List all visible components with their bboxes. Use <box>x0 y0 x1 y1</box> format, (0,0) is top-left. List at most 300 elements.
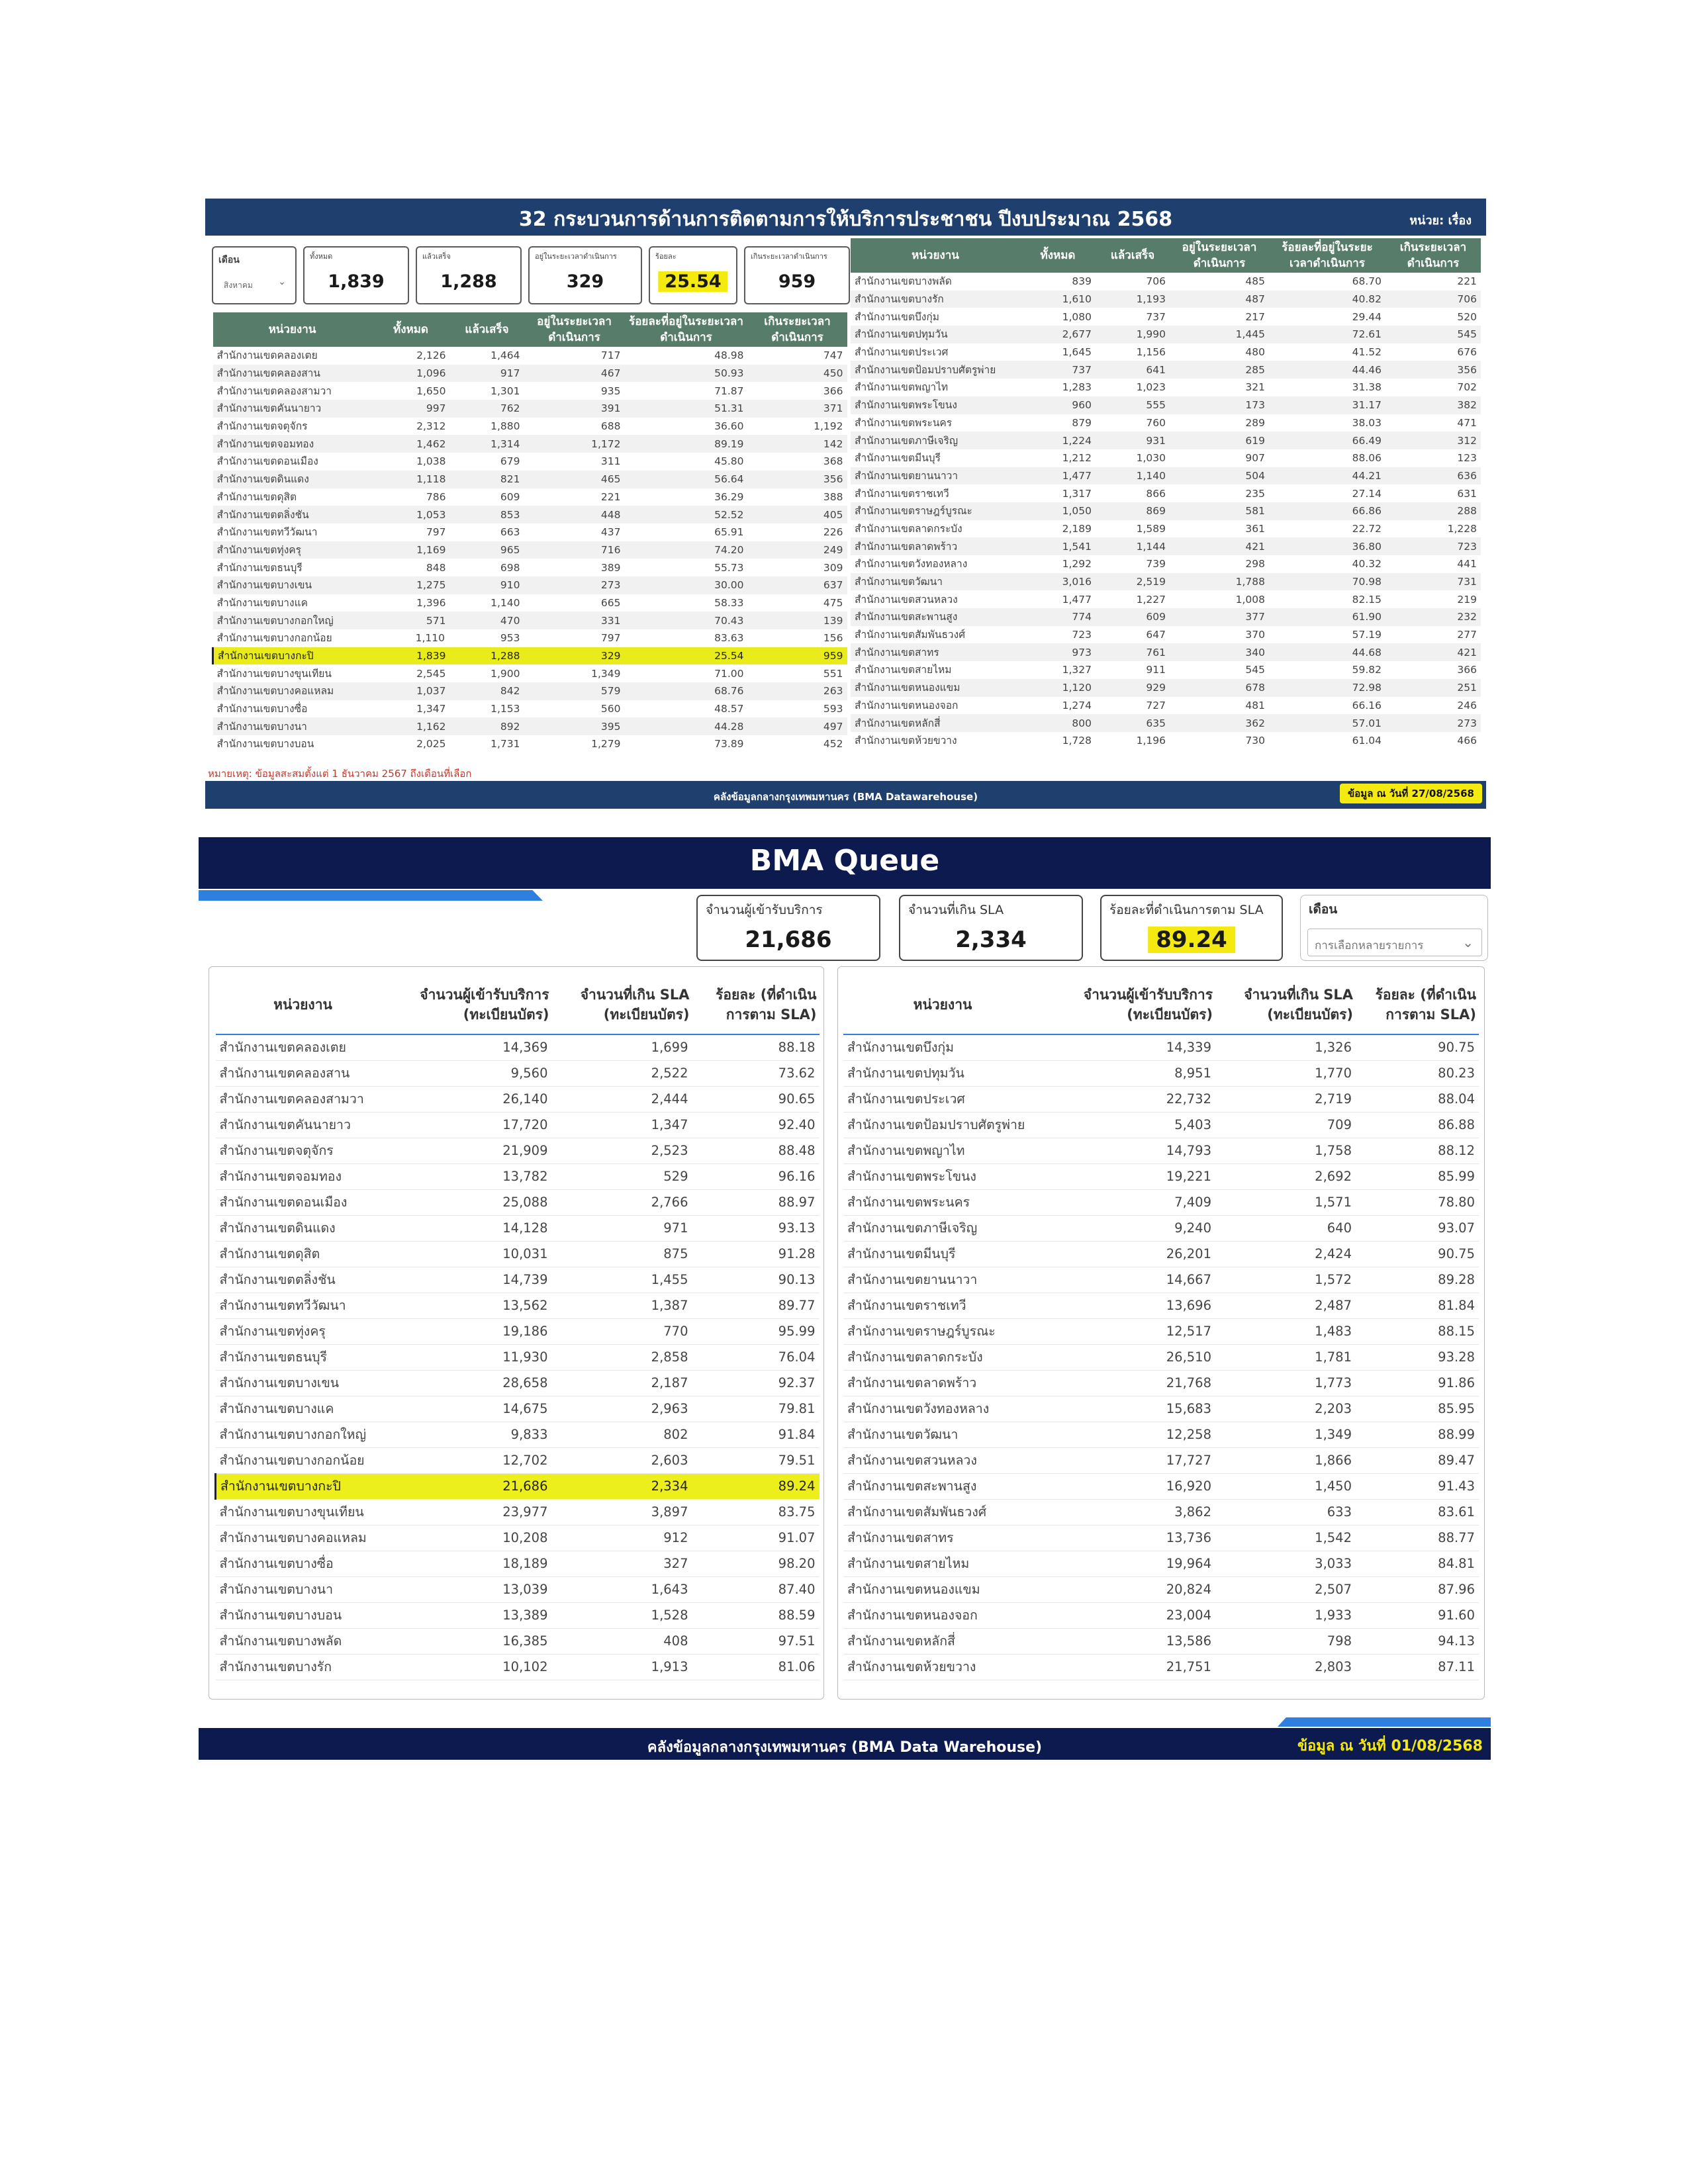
table-row[interactable] <box>843 1474 1479 1500</box>
value-cell: 1,080 <box>1062 310 1092 323</box>
table-row[interactable] <box>851 590 1481 608</box>
table-row[interactable] <box>216 1551 820 1577</box>
value-cell: 277 <box>1457 629 1477 641</box>
table-row[interactable] <box>213 435 847 453</box>
value-cell: 1,880 <box>491 420 520 433</box>
table-row[interactable] <box>216 1267 820 1293</box>
col-header[interactable]: อยู่ในระยะเวลาดำเนินการ <box>1170 238 1269 273</box>
table-row[interactable] <box>843 1087 1479 1113</box>
district-name-cell: สำนักงานเขตป้อมปราบศัตรูพ่าย <box>851 361 1020 379</box>
value-cell: 892 <box>450 717 524 735</box>
table-row[interactable] <box>216 1629 820 1655</box>
col-header[interactable]: จำนวนที่เกิน SLA (ทะเบียนบัตร) <box>1215 975 1356 1034</box>
table-row[interactable] <box>216 1061 820 1087</box>
value-cell: 84.81 <box>1356 1551 1479 1577</box>
value-cell: 88.99 <box>1356 1422 1479 1448</box>
table-row[interactable] <box>213 400 847 418</box>
value-cell: 1,288 <box>450 647 524 665</box>
value-cell: 68.76 <box>625 682 748 700</box>
table-row[interactable] <box>851 555 1481 573</box>
table-row[interactable] <box>851 396 1481 414</box>
table-row[interactable] <box>851 379 1481 396</box>
value-cell: 1,096 <box>372 365 450 383</box>
district-name-cell: สำนักงานเขตบางเขน <box>213 576 372 594</box>
table-row[interactable] <box>213 735 847 753</box>
value-cell: 79.81 <box>692 1396 820 1422</box>
service-tracking-panel <box>205 199 1486 809</box>
table-row[interactable] <box>216 1345 820 1371</box>
value-cell: 273 <box>524 576 625 594</box>
col-header[interactable]: หน่วยงาน <box>851 238 1020 273</box>
value-cell: 217 <box>1245 310 1265 323</box>
table-row[interactable] <box>851 643 1481 661</box>
value-cell: 26,140 <box>391 1087 552 1113</box>
panel1-right-table <box>851 238 1481 750</box>
value-cell: 717 <box>600 349 621 362</box>
col-header[interactable]: หน่วยงาน <box>843 975 1042 1034</box>
value-cell: 471 <box>1457 416 1477 429</box>
table-row[interactable] <box>216 1087 820 1113</box>
value-cell: 76.04 <box>692 1345 820 1371</box>
value-cell: 1,541 <box>1020 537 1096 555</box>
col-header[interactable]: หน่วยงาน <box>216 975 391 1034</box>
value-cell: 370 <box>1245 629 1265 641</box>
table-row[interactable] <box>213 506 847 523</box>
table-row[interactable] <box>213 682 847 700</box>
kpi-served <box>696 895 880 961</box>
value-cell: 2,692 <box>1215 1164 1356 1190</box>
table-row[interactable] <box>851 484 1481 502</box>
table-row[interactable] <box>216 1396 820 1422</box>
value-cell: 1,144 <box>1096 537 1170 555</box>
value-cell: 2,187 <box>552 1371 692 1396</box>
table-row[interactable] <box>216 1242 820 1267</box>
table-row[interactable] <box>851 449 1481 467</box>
value-cell: 2,522 <box>552 1061 692 1087</box>
value-cell: 2,312 <box>416 420 446 433</box>
value-cell: 340 <box>1170 643 1269 661</box>
panel1-title: 32 กระบวนการด้านการติดตามการให้บริการประชาชน ปีงบประมาณ 2568 <box>518 208 1173 231</box>
district-name-cell: สำนักงานเขตบางนา <box>216 1577 391 1603</box>
value-cell: 869 <box>1096 502 1170 520</box>
value-cell: 421 <box>1170 537 1269 555</box>
table-row[interactable] <box>851 697 1481 715</box>
value-cell: 1,610 <box>1020 291 1096 308</box>
value-cell: 173 <box>1170 396 1269 414</box>
value-cell: 219 <box>1457 593 1477 606</box>
table-row[interactable] <box>851 679 1481 697</box>
value-cell: 331 <box>524 612 625 629</box>
queue-month-dropdown-value: การเลือกหลายรายการ <box>1315 939 1424 952</box>
value-cell: 86.88 <box>1356 1113 1479 1138</box>
value-cell: 23,004 <box>1042 1603 1215 1629</box>
table-header-row <box>851 238 1481 273</box>
queue-month-dropdown[interactable] <box>1307 929 1482 956</box>
table-row[interactable] <box>851 520 1481 538</box>
table-row[interactable] <box>851 714 1481 732</box>
value-cell: 2,766 <box>552 1190 692 1216</box>
table-row[interactable] <box>851 326 1481 343</box>
table-row[interactable] <box>213 523 847 541</box>
table-row[interactable] <box>843 1190 1479 1216</box>
value-cell: 87.40 <box>692 1577 820 1603</box>
value-cell: 747 <box>823 349 843 362</box>
value-cell: 395 <box>524 717 625 735</box>
district-name-cell: สำนักงานเขตธนบุรี <box>216 1345 391 1371</box>
value-cell: 21,768 <box>1042 1371 1215 1396</box>
value-cell: 1,192 <box>814 420 843 433</box>
table-row[interactable] <box>213 647 847 665</box>
kpi-over-sla <box>899 895 1083 961</box>
col-header[interactable]: อยู่ในระยะเวลาดำเนินการ <box>524 312 625 347</box>
table-row[interactable] <box>843 1525 1479 1551</box>
col-header[interactable]: จำนวนผู้เข้ารับบริการ (ทะเบียนบัตร) <box>391 975 552 1034</box>
value-cell: 288 <box>1385 502 1481 520</box>
table-row[interactable] <box>213 576 847 594</box>
table-row[interactable] <box>216 1525 820 1551</box>
table-row[interactable] <box>851 343 1481 361</box>
col-header[interactable]: หน่วยงาน <box>213 312 372 347</box>
table-row[interactable] <box>216 1577 820 1603</box>
table-row[interactable] <box>213 541 847 559</box>
value-cell: 2,519 <box>1096 573 1170 591</box>
kpi-percent-label: ร้อยละ <box>655 252 677 261</box>
col-header[interactable]: ทั้งหมด <box>372 312 450 347</box>
value-cell: 609 <box>500 490 520 503</box>
district-name-cell: สำนักงานเขตบางซื่อ <box>216 1551 391 1577</box>
table-row[interactable] <box>216 1448 820 1474</box>
value-cell: 679 <box>500 455 520 468</box>
district-name-cell: สำนักงานเขตประเวศ <box>855 346 949 359</box>
table-row[interactable] <box>216 1190 820 1216</box>
table-row[interactable] <box>213 471 847 488</box>
table-row[interactable] <box>851 626 1481 644</box>
col-header[interactable]: ร้อยละที่อยู่ในระยะเวลาดำเนินการ <box>1269 238 1385 273</box>
col-header[interactable]: แล้วเสร็จ <box>450 312 524 347</box>
value-cell: 88.04 <box>1356 1087 1479 1113</box>
accent-stripe <box>1278 1717 1491 1727</box>
value-cell: 71.00 <box>714 667 744 680</box>
table-row[interactable] <box>213 488 847 506</box>
value-cell: 1,292 <box>1062 558 1092 570</box>
table-row[interactable] <box>843 1216 1479 1242</box>
table-row[interactable] <box>213 612 847 629</box>
table-row[interactable] <box>216 1474 820 1500</box>
value-cell: 480 <box>1245 346 1265 359</box>
value-cell: 1,758 <box>1215 1138 1356 1164</box>
value-cell: 2,487 <box>1215 1293 1356 1319</box>
table-row[interactable] <box>213 559 847 576</box>
district-name-cell: สำนักงานเขตพระนคร <box>855 416 953 429</box>
value-cell: 665 <box>600 596 621 609</box>
col-header[interactable]: ร้อยละ (ที่ดำเนินการตาม SLA) <box>1356 975 1479 1034</box>
value-cell: 89.77 <box>692 1293 820 1319</box>
value-cell: 362 <box>1170 714 1269 732</box>
value-cell: 91.84 <box>692 1422 820 1448</box>
value-cell: 12,517 <box>1042 1319 1215 1345</box>
value-cell: 91.60 <box>1356 1603 1479 1629</box>
month-filter-value[interactable]: สิงหาคม <box>224 281 253 290</box>
district-name-cell: สำนักงานเขตวัฒนา <box>851 573 1020 591</box>
value-cell: 1,990 <box>1096 326 1170 343</box>
value-cell: 560 <box>600 703 621 715</box>
value-cell: 221 <box>600 490 621 503</box>
col-header[interactable]: ร้อยละ (ที่ดำเนินการตาม SLA) <box>692 975 820 1034</box>
table-row[interactable] <box>213 717 847 735</box>
table-row[interactable] <box>851 308 1481 326</box>
table-row[interactable] <box>843 1345 1479 1371</box>
table-row[interactable] <box>843 1603 1479 1629</box>
value-cell: 2,523 <box>552 1138 692 1164</box>
col-header[interactable]: จำนวนผู้เข้ารับบริการ (ทะเบียนบัตร) <box>1042 975 1215 1034</box>
kpi-served-label: จำนวนผู้เข้ารับบริการ <box>706 903 823 917</box>
value-cell: 89.28 <box>1356 1267 1479 1293</box>
value-cell: 368 <box>823 455 843 468</box>
value-cell: 770 <box>552 1319 692 1345</box>
value-cell: 289 <box>1245 416 1265 429</box>
table-row[interactable] <box>851 467 1481 485</box>
table-row[interactable] <box>851 432 1481 449</box>
value-cell: 2,603 <box>552 1448 692 1474</box>
month-filter[interactable] <box>212 246 297 304</box>
queue-month-filter[interactable] <box>1300 895 1488 961</box>
value-cell: 226 <box>823 526 843 539</box>
value-cell: 802 <box>552 1422 692 1448</box>
value-cell: 73.89 <box>714 738 744 751</box>
table-header-row <box>213 312 847 347</box>
value-cell: 636 <box>1385 467 1481 485</box>
district-name-cell: สำนักงานเขตหนองจอก <box>843 1603 1042 1629</box>
value-cell: 20,824 <box>1042 1577 1215 1603</box>
table-row[interactable] <box>843 1371 1479 1396</box>
value-cell: 405 <box>748 506 847 523</box>
table-row[interactable] <box>216 1293 820 1319</box>
table-row[interactable] <box>851 502 1481 520</box>
value-cell: 18,189 <box>391 1551 552 1577</box>
table-row[interactable] <box>216 1422 820 1448</box>
value-cell: 246 <box>1457 699 1477 711</box>
value-cell: 22.72 <box>1352 522 1382 535</box>
value-cell: 88.06 <box>1352 452 1382 465</box>
table-row[interactable] <box>213 365 847 383</box>
col-header[interactable]: เกินระยะเวลาดำเนินการ <box>1385 238 1481 273</box>
table-row[interactable] <box>851 273 1481 291</box>
district-name-cell: สำนักงานเขตทุ่งครุ <box>213 541 372 559</box>
table-row[interactable] <box>843 1551 1479 1577</box>
table-row[interactable] <box>843 1500 1479 1525</box>
value-cell: 139 <box>748 612 847 629</box>
district-name-cell: สำนักงานเขตดินแดง <box>216 1216 391 1242</box>
value-cell: 361 <box>1245 522 1265 535</box>
district-name-cell: สำนักงานเขตดอนเมือง <box>216 1190 391 1216</box>
table-row[interactable] <box>843 1293 1479 1319</box>
value-cell: 2,963 <box>552 1396 692 1422</box>
value-cell: 3,016 <box>1020 573 1096 591</box>
value-cell: 93.28 <box>1356 1345 1479 1371</box>
value-cell: 21,909 <box>391 1138 552 1164</box>
table-row[interactable] <box>213 629 847 647</box>
value-cell: 1,396 <box>416 596 446 609</box>
value-cell: 709 <box>1215 1113 1356 1138</box>
value-cell: 421 <box>1385 643 1481 661</box>
value-cell: 931 <box>1096 432 1170 449</box>
table-row[interactable] <box>213 382 847 400</box>
table-row[interactable] <box>843 1034 1479 1061</box>
value-cell: 520 <box>1457 310 1477 323</box>
col-header[interactable]: จำนวนที่เกิน SLA (ทะเบียนบัตร) <box>552 975 692 1034</box>
table-row[interactable] <box>213 418 847 435</box>
table-row[interactable] <box>843 1138 1479 1164</box>
table-row[interactable] <box>213 453 847 471</box>
kpi-total-value: 1,839 <box>328 271 385 292</box>
table-row[interactable] <box>213 700 847 718</box>
value-cell: 1,839 <box>372 647 450 665</box>
col-header[interactable]: ทั้งหมด <box>1020 238 1096 273</box>
value-cell: 1,933 <box>1215 1603 1356 1629</box>
value-cell: 26,510 <box>1042 1345 1215 1371</box>
district-name-cell: สำนักงานเขตคลองสาน <box>213 365 372 383</box>
district-name-cell: สำนักงานเขตทุ่งครุ <box>216 1319 391 1345</box>
value-cell: 481 <box>1245 699 1265 711</box>
value-cell: 70.98 <box>1269 573 1385 591</box>
value-cell: 36.60 <box>714 420 744 433</box>
value-cell: 40.82 <box>1269 291 1385 308</box>
value-cell: 19,221 <box>1042 1164 1215 1190</box>
district-name-cell: สำนักงานเขตคลองสามวา <box>216 1087 391 1113</box>
table-row[interactable] <box>843 1319 1479 1345</box>
district-name-cell: สำนักงานเขตบางกอกใหญ่ <box>216 1422 391 1448</box>
value-cell: 475 <box>823 596 843 609</box>
table-row[interactable] <box>843 1061 1479 1087</box>
table-row[interactable] <box>843 1422 1479 1448</box>
table-row[interactable] <box>843 1164 1479 1190</box>
table-row[interactable] <box>216 1216 820 1242</box>
value-cell: 2,545 <box>416 667 446 680</box>
value-cell: 382 <box>1385 396 1481 414</box>
table-row[interactable] <box>843 1629 1479 1655</box>
table-row[interactable] <box>216 1500 820 1525</box>
chevron-down-icon[interactable]: ⌄ <box>1462 934 1474 950</box>
district-name-cell: สำนักงานเขตลาดกระบัง <box>855 522 962 535</box>
table-row[interactable] <box>851 732 1481 750</box>
value-cell: 391 <box>524 400 625 418</box>
table-row[interactable] <box>213 347 847 365</box>
value-cell: 58.33 <box>714 596 744 609</box>
district-name-cell: สำนักงานเขตพญาไท <box>843 1138 1042 1164</box>
value-cell: 16,920 <box>1042 1474 1215 1500</box>
value-cell: 123 <box>1457 452 1477 465</box>
table-row[interactable] <box>851 537 1481 555</box>
value-cell: 25.54 <box>625 647 748 665</box>
table-row[interactable] <box>216 1138 820 1164</box>
table-row[interactable] <box>216 1603 820 1629</box>
value-cell: 81.06 <box>692 1655 820 1680</box>
value-cell: 1,650 <box>416 385 446 397</box>
value-cell: 641 <box>1096 361 1170 379</box>
district-name-cell: สำนักงานเขตวัฒนา <box>843 1422 1042 1448</box>
table-row[interactable] <box>851 361 1481 379</box>
value-cell: 497 <box>748 717 847 735</box>
value-cell: 1,153 <box>491 703 520 715</box>
table-row[interactable] <box>851 608 1481 626</box>
col-header[interactable]: แล้วเสร็จ <box>1096 238 1170 273</box>
value-cell: 22,732 <box>1042 1087 1215 1113</box>
value-cell: 98.20 <box>692 1551 820 1577</box>
value-cell: 298 <box>1245 558 1265 570</box>
col-header[interactable]: เกินระยะเวลาดำเนินการ <box>748 312 847 347</box>
table-row[interactable] <box>216 1164 820 1190</box>
table-row[interactable] <box>216 1113 820 1138</box>
value-cell: 8,951 <box>1042 1061 1215 1087</box>
value-cell: 83.61 <box>1356 1500 1479 1525</box>
chevron-down-icon[interactable]: ⌄ <box>278 277 286 287</box>
value-cell: 1,455 <box>552 1267 692 1293</box>
table-row[interactable] <box>843 1655 1479 1680</box>
value-cell: 1,699 <box>552 1034 692 1061</box>
table-row[interactable] <box>851 661 1481 679</box>
value-cell: 633 <box>1215 1500 1356 1525</box>
value-cell: 83.75 <box>692 1500 820 1525</box>
value-cell: 5,403 <box>1042 1113 1215 1138</box>
value-cell: 706 <box>1146 275 1166 288</box>
value-cell: 571 <box>372 612 450 629</box>
district-name-cell: สำนักงานเขตจอมทอง <box>216 1164 391 1190</box>
table-row[interactable] <box>843 1448 1479 1474</box>
value-cell: 1,571 <box>1215 1190 1356 1216</box>
table-row[interactable] <box>216 1655 820 1680</box>
table-row[interactable] <box>851 291 1481 308</box>
value-cell: 760 <box>1146 416 1166 429</box>
queue-left-table-box <box>209 966 824 1700</box>
district-name-cell: สำนักงานเขตบางกอกน้อย <box>216 632 332 645</box>
value-cell: 487 <box>1170 291 1269 308</box>
table-row[interactable] <box>843 1577 1479 1603</box>
district-name-cell: สำนักงานเขตสะพานสูง <box>843 1474 1042 1500</box>
value-cell: 10,031 <box>391 1242 552 1267</box>
table-header-row <box>216 975 820 1034</box>
table-row[interactable] <box>851 573 1481 591</box>
district-name-cell: สำนักงานเขตตลิ่งชัน <box>213 506 372 523</box>
kpi-in-time-value: 329 <box>566 271 604 292</box>
col-header[interactable]: ร้อยละที่อยู่ในระยะเวลาดำเนินการ <box>625 312 748 347</box>
value-cell: 389 <box>600 561 621 574</box>
table-row[interactable] <box>216 1319 820 1345</box>
value-cell: 85.95 <box>1356 1396 1479 1422</box>
value-cell: 1,228 <box>1447 522 1477 535</box>
district-name-cell: สำนักงานเขตสวนหลวง <box>843 1448 1042 1474</box>
table-row[interactable] <box>843 1267 1479 1293</box>
panel1-kpi-cards <box>212 246 847 304</box>
kpi-total-label: ทั้งหมด <box>310 252 333 261</box>
district-name-cell: สำนักงานเขตสัมพันธวงศ์ <box>855 629 966 641</box>
value-cell: 1,050 <box>1020 502 1096 520</box>
table-row[interactable] <box>843 1242 1479 1267</box>
table-row[interactable] <box>213 664 847 682</box>
value-cell: 311 <box>600 455 621 468</box>
value-cell: 2,719 <box>1215 1087 1356 1113</box>
table-row[interactable] <box>851 414 1481 432</box>
table-row[interactable] <box>843 1396 1479 1422</box>
value-cell: 21,751 <box>1042 1655 1215 1680</box>
table-row[interactable] <box>216 1371 820 1396</box>
value-cell: 1,279 <box>591 738 621 751</box>
table-row[interactable] <box>213 594 847 612</box>
value-cell: 1,156 <box>1136 346 1166 359</box>
table-row[interactable] <box>843 1113 1479 1138</box>
value-cell: 581 <box>1170 502 1269 520</box>
table-row[interactable] <box>216 1034 820 1061</box>
value-cell: 452 <box>823 738 843 751</box>
